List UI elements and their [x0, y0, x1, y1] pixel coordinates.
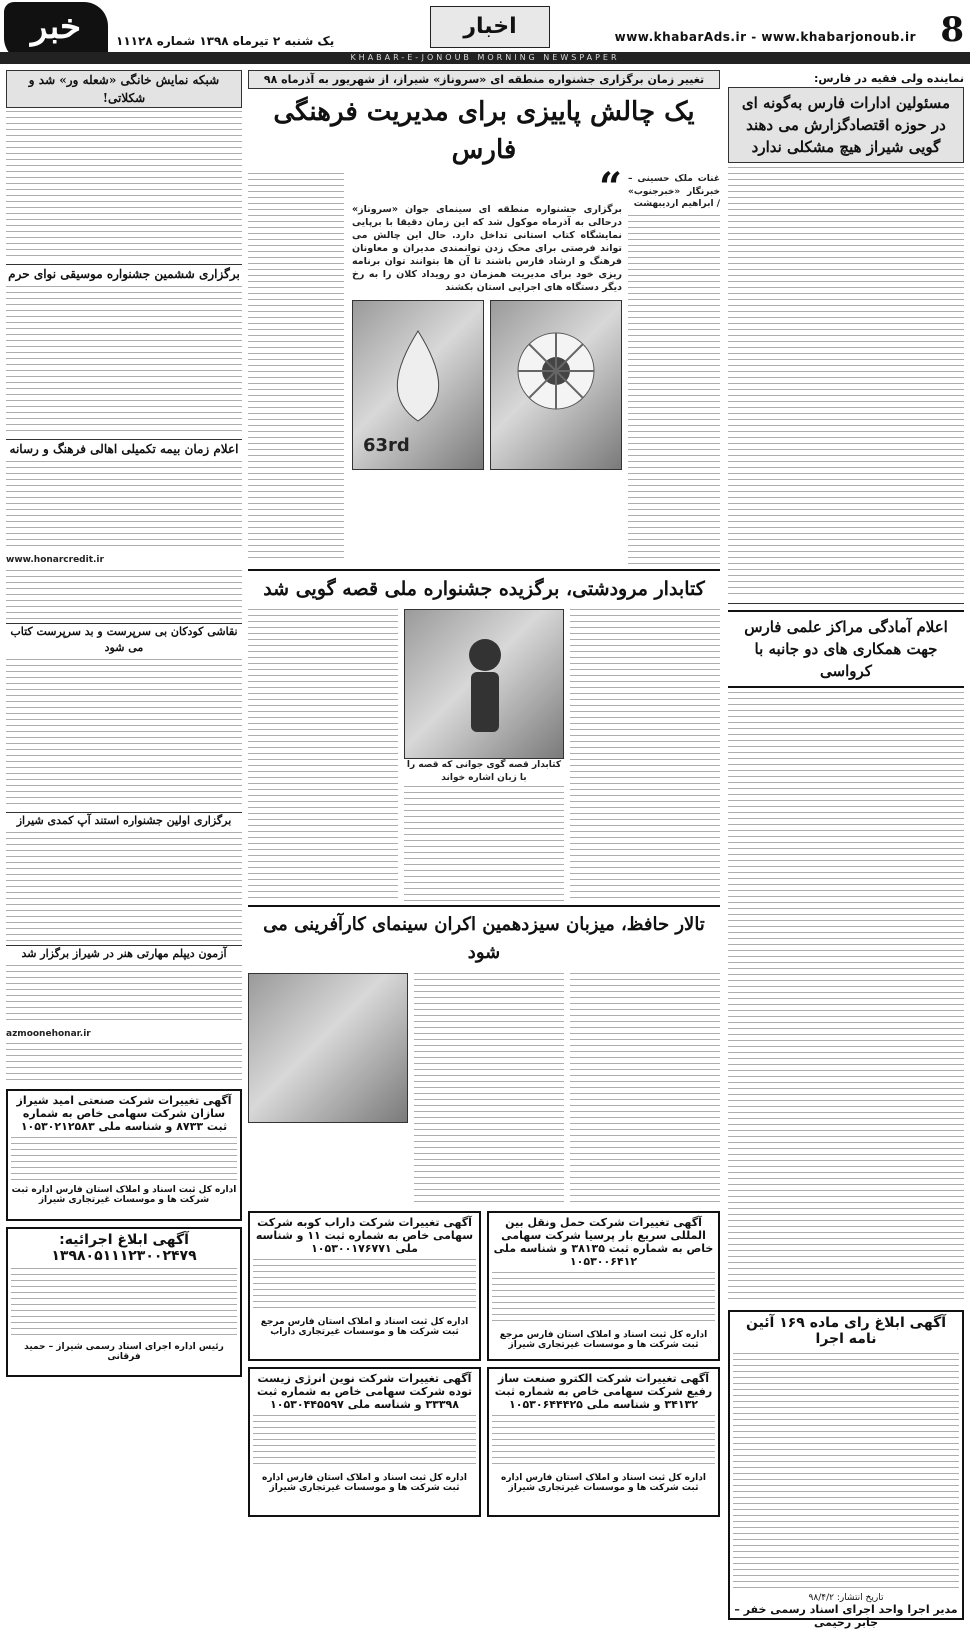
mid-notice-2-title: آگهی تغییرات شرکت داراب کوبه شرکت سهامی خاص به شماره ثبت ۱۱ و شناسه ملی ۱۰۵۳۰۰۱۷۶۷۷۱: [255, 1216, 474, 1255]
mid-article-col-1: [628, 215, 720, 565]
left-article-6b: [6, 1043, 242, 1083]
poster-caption: 63rd: [363, 435, 410, 456]
left-headline-1: شبکه نمایش خانگی «شعله ور» شد و شکلاتی!: [6, 70, 242, 108]
right-headline-2: اعلام آمادگی مراکز علمی فارس جهت همکاری های دو جانبه با کرواسی: [728, 610, 964, 688]
left-notice-1-footer: اداره کل ثبت اسناد و املاک استان فارس اداره ثبت شرکت ها و موسسات غیرتجاری شیراز: [11, 1185, 237, 1205]
logo-text: خبر: [30, 7, 82, 47]
mid-notice-2-body: [253, 1259, 476, 1313]
left-article-3b: [6, 570, 242, 620]
mid-notice-4-footer: اداره کل ثبت اسناد و املاک استان فارس اداره ثبت شرکت ها و موسسات غیرتجاری شیراز: [262, 1473, 467, 1493]
left-notice-2-title: آگهی ابلاغ اجرائیه:: [59, 1232, 189, 1248]
mid-notice-1-footer: اداره کل ثبت اسناد و املاک استان فارس مرجع ثبت شرکت ها و موسسات غیرتجاری شیراز: [499, 1330, 708, 1350]
mid-notice-3: [487, 1367, 720, 1517]
mid-headline-2: کتابدار مرودشتی، برگزیده جشنواره ملی قصه گویی شد: [248, 569, 720, 603]
left-article-2: [6, 286, 242, 436]
left-notice-2-number: ۱۳۹۸۰۵۱۱۱۲۳۰۰۲۴۷۹: [51, 1248, 197, 1264]
left-article-1: [6, 111, 242, 261]
storyteller-photo: [404, 609, 564, 759]
left-headline-2: برگزاری ششمین جشنواره موسیقی نوای حرم: [6, 264, 242, 283]
mid-notice-1-title: آگهی تغییرات شرکت حمل ونقل بین المللی سریع بار پرسیا شرکت سهامی خاص به شماره ثبت ۳۸۱۳۵ و شناسه ملی ۱۰۵۳۰۰۶۴۱۲: [493, 1216, 714, 1268]
drop-graphic: [353, 301, 483, 469]
right-article-body-2: [728, 692, 964, 1302]
left-article-4: [6, 659, 242, 809]
honarcredit-url[interactable]: www.honarcredit.ir: [6, 555, 104, 565]
mid-kicker: تغییر زمان برگزاری جشنواره منطقه ای «سروناز» شیراز، از شهریور به آذرماه ۹۸: [248, 70, 720, 89]
left-article-3: [6, 461, 242, 551]
middle-column: [248, 70, 720, 1516]
left-notice-2-footer: رئیس اداره اجرای اسناد رسمی شیراز – حمید فرقانی: [24, 1342, 224, 1362]
mid-notice-4-title: آگهی تغییرات شرکت نوین انرژی زیست توده شرکت سهامی خاص به شماره ثبت ۳۳۳۹۸ و شناسه ملی ۱۰۵۳۰۴۴۵۵۹۷: [256, 1372, 473, 1411]
mid-notice-3-footer: اداره کل ثبت اسناد و املاک استان فارس اداره ثبت شرکت ها و موسسات غیرتجاری شیراز: [501, 1473, 706, 1493]
flower-graphic: [491, 301, 621, 469]
left-notice-2: [6, 1227, 242, 1377]
right-column: [728, 70, 964, 1629]
banner: KHABAR-E-JONOUB MORNING NEWSPAPER: [0, 52, 970, 64]
right-kicker: نماینده ولی فقیه در فارس:: [813, 72, 964, 85]
mid-notice-3-body: [492, 1415, 715, 1469]
masthead: [0, 0, 970, 64]
left-headline-3: اعلام زمان بیمه تکمیلی اهالی فرهنگ و رسانه: [6, 439, 242, 458]
mid-notice-2-footer: اداره کل ثبت اسناد و املاک استان فارس مرجع ثبت شرکت ها و موسسات غیرتجاری داراب: [260, 1317, 469, 1337]
mid-article-2-col-2: [404, 786, 564, 906]
mid-headline-3: تالار حافظ، میزبان سیزدهمین اکران سینمای کارآفرینی می شود: [248, 905, 720, 967]
left-article-5: [6, 832, 242, 942]
left-notice-1-body: [11, 1137, 237, 1181]
right-article-body: [728, 167, 964, 597]
mid-article-2-col-3: [248, 609, 398, 899]
left-notice-1: [6, 1089, 242, 1221]
left-headline-5: برگزاری اولین جشنواره استند آپ کمدی شیراز: [6, 812, 242, 829]
mid-notice-4-body: [253, 1415, 476, 1469]
left-article-6: [6, 965, 242, 1025]
website-urls: www.khabarAds.ir - www.khabarjonoub.ir: [614, 30, 916, 44]
right-notice-title: آگهی ابلاغ رای ماده ۱۶۹ آئین نامه اجرا: [745, 1315, 947, 1347]
right-notice: [728, 1310, 964, 1629]
right-notice-footer: مدیر اجرا واحد اجرای اسناد رسمی خفر – جابر رحیمی: [734, 1603, 958, 1629]
mid-article-2-col-1: [570, 609, 720, 899]
left-column: [6, 70, 242, 1516]
mid-notice-3-title: آگهی تغییرات شرکت الکترو صنعت ساز رفیع شرکت سهامی خاص به شماره ثبت ۳۴۱۳۲ و شناسه ملی ۱۰۵۳۰۶۴۴۴۲۵: [494, 1372, 713, 1411]
left-notice-1-title: آگهی تغییرات شرکت صنعتی امید شیراز سازان شرکت سهامی خاص به شماره ثبت ۸۷۳۳ و شناسه ملی ۱۰۵۳۰۲۱۲۵۸۳: [16, 1094, 232, 1133]
mid-article-3-col-2: [414, 973, 564, 1203]
right-notice-body: [733, 1353, 959, 1589]
mid-notice-1-body: [492, 1272, 715, 1326]
festival-poster-image-1: [490, 300, 622, 470]
left-notice-2-body: [11, 1268, 237, 1338]
mid-pull-quote: برگزاری جشنواره منطقه ای سینمای جوان «سروناز» درحالی به آذرماه موکول شد که این زمان دقیقا با برپایی نمایشگاه کتاب استانی تداخل دارد. حال این چالش می تواند فرصتی برای محک زدن توانمندی مدیران و معاونان فرهنگ و ارشاد فارس باشند تا آن ها بتوانند توان برنامه ریزی خود برای مدیریت همزمان دو رویداد کلان را به رخ دیگر دستگاه های اجرایی استان بکشند: [352, 204, 622, 293]
page-number: 8: [940, 10, 964, 50]
right-notice-date: تاریخ انتشار: ۹۸/۴/۲: [808, 1593, 884, 1603]
left-headline-4: نقاشی کودکان بی سرپرست و بد سرپرست کتاب می شود: [6, 623, 242, 656]
mid-headline: یک چالش پاییزی برای مدیریت فرهنگی فارس: [273, 97, 695, 165]
mid-notice-4: [248, 1367, 481, 1517]
person-silhouette: [405, 610, 563, 758]
right-headline: مسئولین ادارات فارس به‌گونه ای در حوزه اقتصادگزارش می دهند گویی شیراز هیچ مشکلی ندارد: [728, 87, 964, 163]
mid-byline: غنات ملک حسینی – خبرنگار «خبرجنوب» / ابراهیم اردیبهشت: [628, 174, 720, 209]
mid-article-3-col-1: [570, 973, 720, 1203]
storyteller-photo-caption: کتابدار قصه گوی جوانی که قصه را با زبان اشاره خواند: [406, 760, 562, 783]
festival-poster-image-2: [352, 300, 484, 470]
azmoon-url[interactable]: azmoonehonar.ir: [6, 1028, 91, 1039]
dateline: یک شنبه ۲ تیرماه ۱۳۹۸ شماره ۱۱۱۲۸: [116, 34, 335, 48]
mid-notice-1: [487, 1211, 720, 1361]
mid-notice-2: [248, 1211, 481, 1361]
quote-icon: “: [598, 164, 622, 211]
cinema-poster-image: [248, 973, 408, 1123]
left-headline-6: آزمون دیپلم مهارتی هنر در شیراز برگزار شد: [6, 945, 242, 962]
mid-article-col-3: [248, 173, 344, 561]
section-title: اخبار: [430, 6, 550, 48]
